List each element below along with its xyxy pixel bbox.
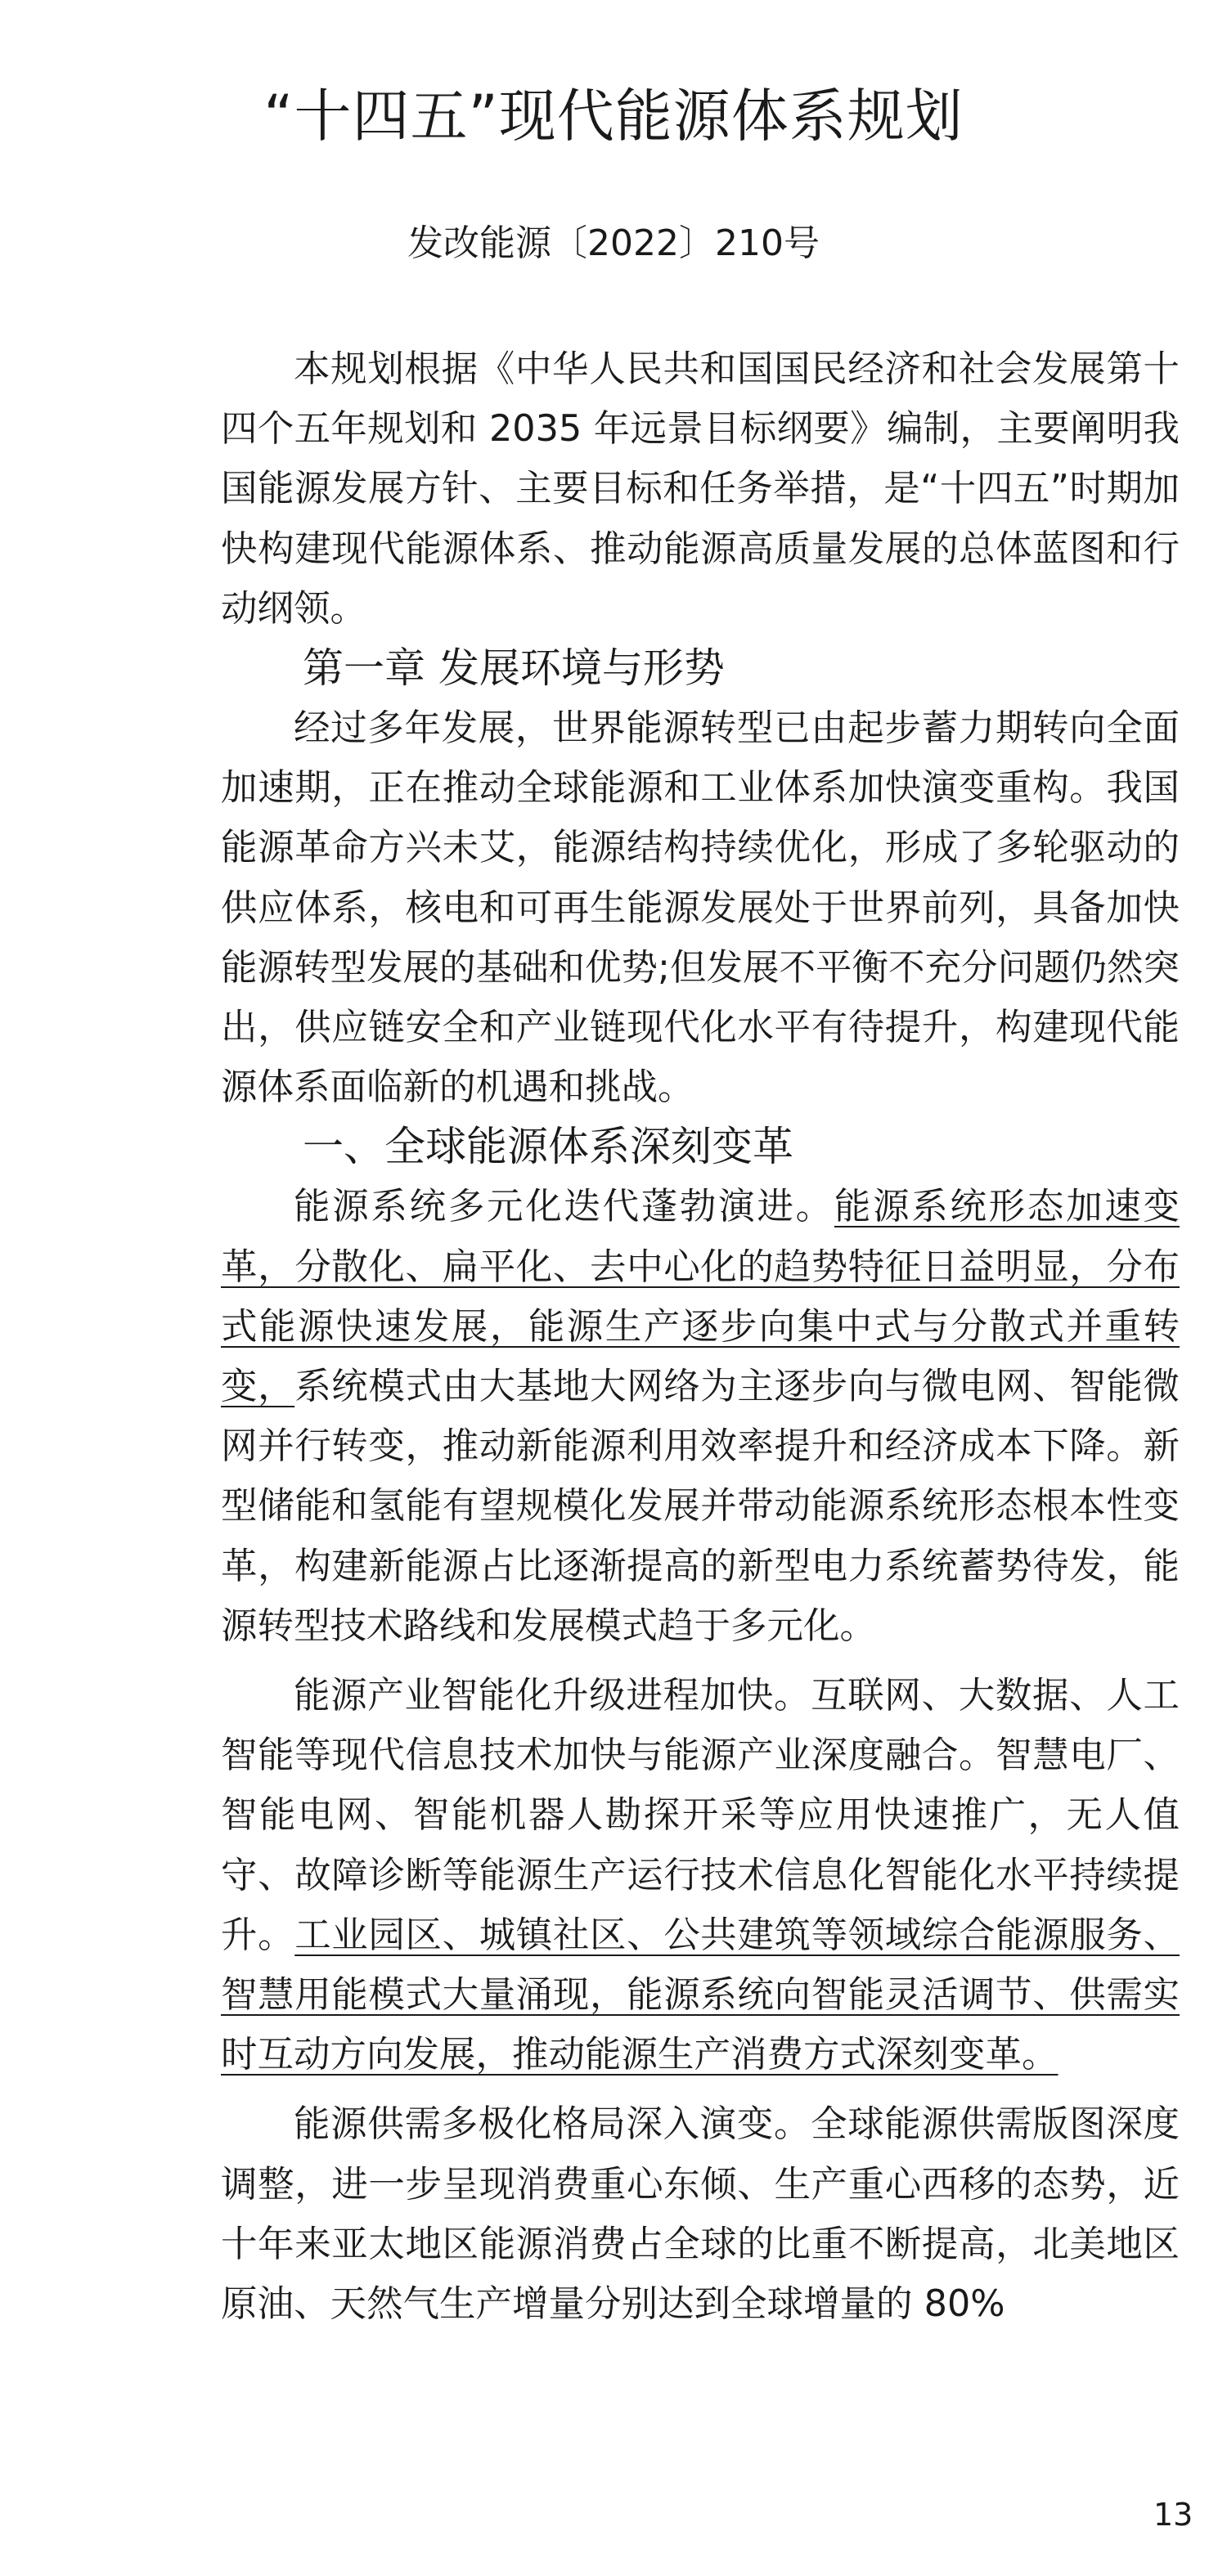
underlined-text: 能源系统形态加速变革，分散化、扁平化、去中心化的趋势特征日益明显，分布式能源快速发展，能源生产逐步向集中式与分散式并重转变， (221, 1186, 1180, 1408)
section-paragraph-2 (221, 1666, 1180, 2085)
paragraph-text: 能源产业智能化升级进程加快。互联网、大数据、人工智能等现代信息技术加快与能源产业深度融合。智慧电厂、智能电网、智能机器人勘探开采等应用快速推广，无人值守、故障诊断等能源生产运行技术信息化智能化水平持续提升。 (221, 1675, 1180, 1956)
paragraph-lead: 能源系统多元化迭代蓬勃演进。 (294, 1186, 834, 1228)
chapter-heading: 第一章 发展环境与形势 (303, 644, 725, 693)
page-number: 13 (1153, 2497, 1193, 2533)
section-paragraph-1 (221, 1177, 1180, 1656)
document-body (221, 339, 1180, 2334)
chapter-paragraph: 经过多年发展，世界能源转型已由起步蓄力期转向全面加速期，正在推动全球能源和工业体系加快演变重构。我国能源革命方兴未艾，能源结构持续优化，形成了多轮驱动的供应体系，核电和可再生能源发展处于世界前列，具备加快能源转型发展的基础和优势;但发展不平衡不充分问题仍然突出，供应链安全和产业链现代化水平有待提升，构建现代能源体系面临新的机遇和挑战。 (221, 707, 1180, 1109)
document-number: 发改能源〔2022〕210号 (407, 222, 820, 264)
underlined-text: 工业园区、城镇社区、公共建筑等领域综合能源服务、智慧用能模式大量涌现，能源系统向智能灵活调节、供需实时互动方向发展，推动能源生产消费方式深刻变革。 (221, 1914, 1180, 2076)
paragraph-text: 系统模式由大基地大网络为主逐步向与微电网、智能微网并行转变，推动新能源利用效率提升和经济成本下降。新型储能和氢能有望规模化发展并带动能源系统形态根本性变革，构建新能源占比逐渐提高的新型电力系统蓄势待发，能源转型技术路线和发展模式趋于多元化。 (221, 1366, 1180, 1647)
section-paragraph-3: 能源供需多极化格局深入演变。全球能源供需版图深度调整，进一步呈现消费重心东倾、生产重心西移的态势，近十年来亚太地区能源消费占全球的比重不断提高，北美地区原油、天然气生产增量分别达到全球增量的 80% (221, 2103, 1180, 2326)
document-title: “十四五”现代能源体系规划 (263, 83, 964, 150)
section-heading: 一、全球能源体系深刻变革 (303, 1123, 793, 1171)
intro-paragraph: 本规划根据《中华人民共和国国民经济和社会发展第十四个五年规划和 2035 年远景目标纲要》编制，主要阐明我国能源发展方针、主要目标和任务举措，是“十四五”时期加快构建现代能源体系、推动能源高质量发展的总体蓝图和行动纲领。 (221, 348, 1180, 630)
